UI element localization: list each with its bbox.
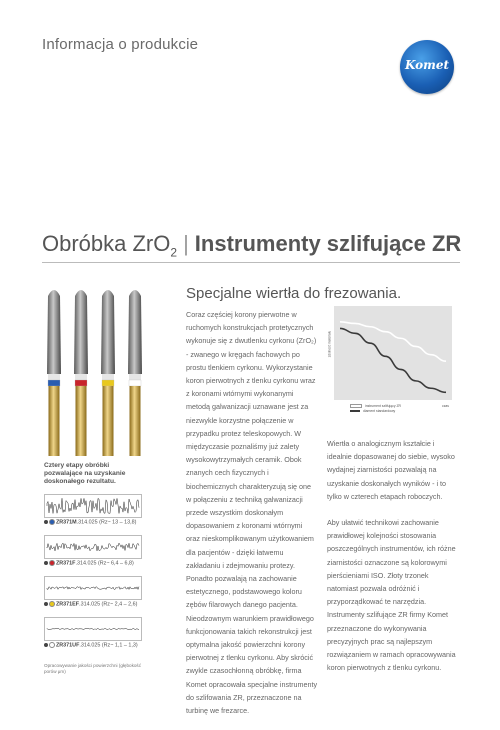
- body-column-1: [186, 308, 318, 730]
- ring-color-icon: [49, 642, 55, 648]
- instrument-spec: .314.025 (Rz~ 13 – 13,8): [76, 519, 137, 526]
- bur-instrument-4: [128, 290, 142, 456]
- legend-label: instrument szlifujący ZR: [365, 404, 401, 408]
- chart-series-line-1: [340, 322, 446, 361]
- gold-shank: [49, 386, 60, 456]
- gold-shank: [76, 386, 87, 456]
- title-divider: [42, 262, 460, 263]
- chart-x-label: czas: [442, 404, 449, 408]
- legend-swatch: [350, 404, 362, 408]
- surface-sample-3: [44, 576, 142, 600]
- chart-legend: [350, 404, 401, 414]
- title-material: Obróbka ZrO: [42, 231, 171, 256]
- instrument-code: ZR371F: [56, 560, 76, 567]
- bur-instrument-1: [47, 290, 61, 456]
- iso-color-ring: [48, 380, 60, 386]
- instrument-spec: .314.025 (Rz~ 1,1 – 1,3): [79, 642, 138, 649]
- komet-logo: [400, 40, 454, 94]
- diamond-head: [128, 290, 142, 374]
- chart-series-line-2: [340, 328, 446, 392]
- surface-sample-2: [44, 535, 142, 559]
- ring-color-icon: [49, 601, 55, 607]
- ring-dot-icon: [44, 643, 48, 647]
- profile-line: [47, 587, 139, 590]
- chart-plot-area: [334, 306, 452, 400]
- roughness-profile: [45, 536, 141, 558]
- roughness-profile: [45, 618, 141, 640]
- surface-sample-1: [44, 494, 142, 518]
- bur-neck: [48, 374, 60, 380]
- instrument-code: ZR371M: [56, 519, 77, 526]
- paragraph: Wiertła o analogicznym kształcie i idealnie dopasowanej do siebie, wysoko wydajnej ziarnistości pozwalają na uzyskanie doskonałych wyników - i to tylko w czterech etapach roboczych.: [327, 439, 455, 501]
- title-subscript: 2: [170, 245, 178, 260]
- gold-shank: [103, 386, 114, 456]
- ring-dot-icon: [44, 602, 48, 606]
- ring-color-icon: [49, 560, 55, 566]
- profile-line: [47, 498, 139, 513]
- bur-neck: [102, 374, 114, 380]
- paragraph: Aby ułatwić technikowi zachowanie prawidłowej kolejności stosowania poszczególnych instrumentów, ich różne ziarnistości oznaczone są kolorowymi pierścieniami ISO. Złoty trzonek natomiast pozwala odróżnić i przyporządkować te narzędzia. Instrumenty szlifujące ZR firmy Komet przeznaczone do wykonywania precyzyjnych prac są najlepszym rozwiązaniem w ramach opracowywania koron pierwotnych z tlenku cyrkonu.: [327, 518, 456, 673]
- legend-label: diament standardowy: [363, 409, 396, 413]
- surface-label-3: [44, 601, 137, 607]
- instrument-spec: .314.025 (Rz~ 6,4 – 6,8): [75, 560, 134, 567]
- iso-color-ring: [129, 380, 141, 386]
- main-title: [42, 231, 461, 259]
- ring-color-icon: [49, 519, 55, 525]
- surface-label-4: [44, 642, 138, 648]
- bur-neck: [129, 374, 141, 380]
- profile-line: [47, 543, 139, 551]
- material-removal-chart: [326, 306, 460, 416]
- logo-text: Komet: [404, 58, 450, 72]
- section-subtitle: Specjalne wiertła do frezowania.: [186, 285, 402, 302]
- bur-instrument-3: [101, 290, 115, 456]
- chart-svg: [334, 306, 452, 400]
- roughness-profile: [45, 577, 141, 599]
- profile-line: [47, 628, 139, 629]
- instruments-illustration: [42, 282, 152, 458]
- paragraph: Coraz częściej korony pierwotne w ruchomych konstrukcjach protetycznych wykonuje się z dwutlenku cyrkonu (ZrO₂) - zwanego w kręgach fachowych po prostu tlenkiem cyrkonu. Wykorzystanie koron pierwotnych z tlenku cyrkonu wraz z koronami wtórnymi wykonanymi metodą galwanizacji uznawane jest za niezwykle korzystne połączenie w przypadku protez teleskopowych. W międzyczasie poznaliśmy już zalety wysokowytrzymałych ceramik. Obok znanych cech fizycznych i biochemicznych charakteryzują się one w połączeniu z techniką galwanizacji przede wszystkim doskonałym dopasowaniem z koronami wtórnymi oraz nieskomplikowanym użytkowaniem dla pacjentów - dzięki łatwemu zakładaniu i zdejmowaniu protezy. Ponadto pozwalają na zachowanie estetycznego, podstawowego koloru zębów filarowych danego pacjenta. Nieodzownym warunkiem prawidłowego funkcjonowania takich rekonstrukcji jest optymalna jakość powierzchni korony pierwotnej z tlenku cyrkonu. Aby skrócić zwykle czasochłonną obróbkę, firma Komet opracowała specjalne instrumenty do szlifowania ZR, przeznaczone na turbinę we frezarce.: [186, 310, 318, 716]
- surface-label-2: [44, 560, 134, 566]
- surface-sample-4: [44, 617, 142, 641]
- instrument-code: ZR371EF: [56, 601, 80, 608]
- legend-swatch: [350, 410, 360, 412]
- bur-instrument-2: [74, 290, 88, 456]
- roughness-caption: Opracowywanie jakości powierzchni (głębokość porów μm): [44, 663, 142, 674]
- diamond-head: [74, 290, 88, 374]
- title-separator: |: [183, 231, 189, 256]
- surface-label-1: [44, 519, 136, 525]
- body-column-2: [327, 437, 459, 687]
- iso-color-ring: [75, 380, 87, 386]
- chart-y-label: zdolność materiału: [327, 330, 332, 358]
- gold-shank: [130, 386, 141, 456]
- title-instruments: Instrumenty szlifujące ZR: [194, 231, 462, 256]
- diamond-head: [101, 290, 115, 374]
- bur-neck: [75, 374, 87, 380]
- diamond-head: [47, 290, 61, 374]
- header-title: Informacja o produkcie: [42, 36, 199, 53]
- ring-dot-icon: [44, 520, 48, 524]
- ring-dot-icon: [44, 561, 48, 565]
- legend-item-standard: [350, 409, 401, 414]
- instrument-code: ZR371UF: [56, 642, 80, 649]
- roughness-profile: [45, 495, 141, 517]
- steps-caption: Cztery etapy obróbki pozwalające na uzyskanie doskonałego rezultatu.: [44, 462, 126, 485]
- iso-color-ring: [102, 380, 114, 386]
- instrument-spec: .314.025 (Rz~ 2,4 – 2,6): [79, 601, 138, 608]
